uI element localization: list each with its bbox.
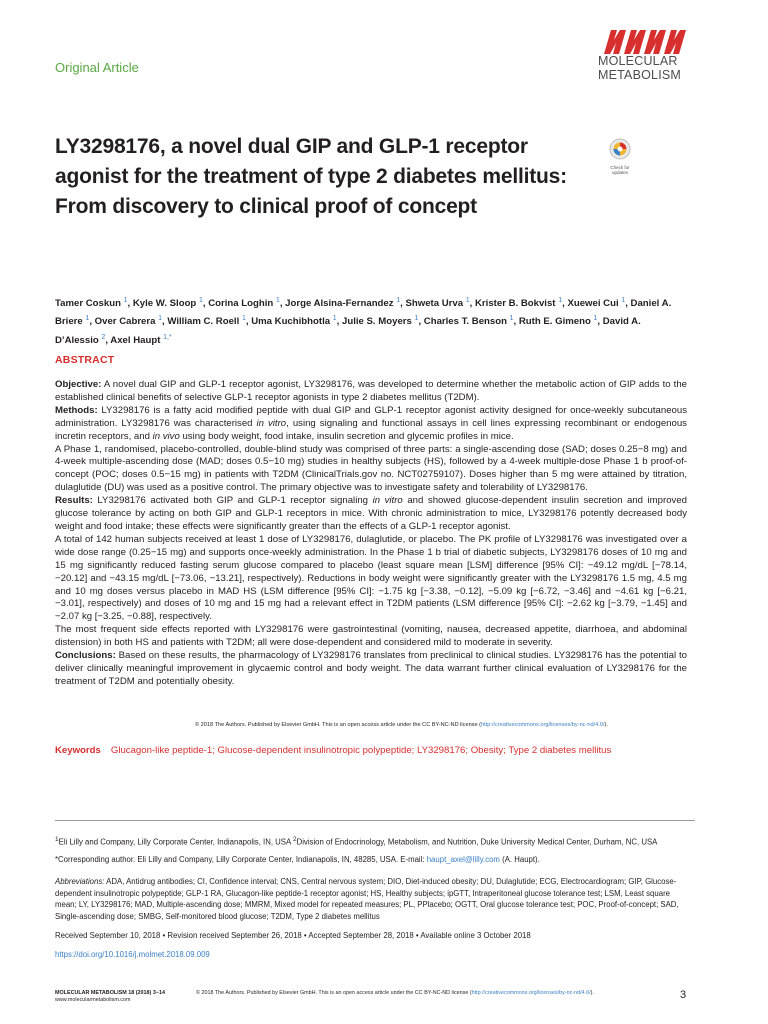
author-separator: , — [469, 298, 475, 310]
author-affiliation-sup[interactable]: 1 — [593, 315, 598, 323]
corr-end: (A. Haupt). — [499, 855, 540, 864]
footer-journal — [55, 990, 165, 1004]
author — [133, 298, 208, 309]
abstract-body — [55, 379, 687, 689]
footer-license-text: © 2018 The Authors. Published by Elsevier GmbH. This is an open access article under the CC BY-NC-ND license ( — [196, 990, 472, 996]
author — [167, 316, 251, 327]
author-separator: , — [202, 298, 209, 310]
author-separator: , — [127, 298, 133, 310]
author-affiliation-sup[interactable]: 1 — [396, 297, 401, 304]
conclusions-label: Conclusions: — [55, 650, 116, 662]
footer-license-link[interactable]: http://creativecommons.org/licenses/by-nc-nd/4.0/ — [471, 990, 591, 996]
affiliation-1: Eli Lilly and Company, Lilly Corporate Center, Indianapolis, IN, USA — [58, 837, 293, 847]
author — [95, 316, 168, 327]
affiliation-2: Division of Endocrinology, Metabolism, and Nutrition, Duke University Medical Center, Durham, NC, USA — [296, 837, 658, 847]
author-separator: , — [89, 316, 95, 328]
author-name[interactable]: Axel Haupt — [110, 334, 161, 346]
author — [55, 298, 133, 309]
footnote-divider — [55, 820, 695, 821]
results-label: Results: — [55, 495, 93, 507]
author-name[interactable]: Kyle W. Sloop — [132, 298, 197, 310]
author-separator: , — [597, 316, 603, 328]
aff-sup-1: 1 — [55, 836, 59, 843]
abbreviations — [55, 876, 687, 922]
affiliations — [55, 834, 695, 848]
author-name[interactable]: Julie S. Moyers — [342, 316, 412, 328]
author-name[interactable]: Daniel A. Briere — [55, 298, 672, 328]
author-separator: , — [105, 334, 111, 346]
journal-logo[interactable] — [598, 30, 690, 82]
author-name[interactable]: Over Cabrera — [94, 316, 156, 328]
author-name[interactable]: Krister B. Bokvist — [475, 298, 556, 310]
author-name[interactable]: Charles T. Benson — [423, 316, 507, 328]
author-separator: , — [245, 316, 252, 328]
author-name[interactable]: Ruth E. Gimeno — [518, 316, 591, 328]
license-link[interactable]: http://creativecommons.org/licenses/by-nc-nd/4.0/ — [481, 722, 605, 728]
author-affiliation-sup[interactable]: 1 — [275, 297, 280, 304]
author-name[interactable]: David A. D’Alessio — [55, 316, 641, 346]
conclusions-text: Based on these results, the pharmacology of LY3298176 translates from preclinical to clinical studies. LY3298176 has the potential to deliver clinically meaningful improvement in glycaemic control and body weight. The data warrant further clinical evaluation of LY3298176 for the treatment of T2DM and potentially obesity. — [55, 650, 687, 687]
author-affiliation-sup[interactable]: 1 — [621, 297, 626, 304]
received-dates: Received September 10, 2018 • Revision received September 26, 2018 • Accepted September 28, 2018 • Available online 3 October 2018 — [55, 931, 531, 940]
author — [251, 316, 342, 327]
author-name[interactable]: Corina Loghin — [208, 298, 274, 310]
abstract-results — [55, 495, 687, 534]
objective-label: Objective: — [55, 379, 102, 390]
footer-license — [196, 990, 594, 996]
corr-email-link[interactable]: haupt_axel@lilly.com — [426, 855, 500, 864]
author — [285, 298, 405, 309]
article-title: LY3298176, a novel dual GIP and GLP-1 receptor agonist for the treatment of type 2 diabetes mellitus: From discovery to clinical proof of concept — [55, 135, 567, 218]
check-for-updates-badge[interactable] — [604, 138, 636, 175]
author — [424, 316, 519, 327]
keywords-text: Glucagon-like peptide-1; Glucose-dependent insulinotropic polypeptide; LY3298176; Obesity; Type 2 diabetes mellitus — [110, 745, 612, 756]
objective-text: A novel dual GIP and GLP-1 receptor agonist, LY3298176, was developed to determine whether the metabolic action of GIP adds to the established clinical benefits of selective GLP-1 receptor agonists in type 2 diabetes mellitus (T2DM). — [55, 379, 687, 403]
author-affiliation-sup[interactable]: 1 — [332, 315, 337, 323]
methods-italic-1: in vitro — [256, 417, 287, 429]
footer-journal-citation: MOLECULAR METABOLISM 18 (2018) 3−14 — [55, 990, 165, 996]
methods-italic-2: in vivo — [152, 430, 180, 442]
results-italic: in vitro — [372, 495, 403, 507]
author-affiliation-sup[interactable]: 1 — [241, 315, 246, 323]
abstract-heading: ABSTRACT — [55, 354, 115, 366]
abstract-methods — [55, 405, 687, 444]
abbreviations-text: ADA, Antidrug antibodies; CI, Confidence interval; CNS, Central nervous system; DIO, Diet-induced obesity; DU, Dulaglutide; ECG, Electrocardiogram; GIP, Glucose-dependent insulinotropic polypeptide; GLP-1 RA, Glucagon-like peptide-1 receptor agonist; HS, Healthy subjects; ipGTT, Intraperitoneal glucose tolerance test; LSM, Least square mean; LY, LY3298176; MAD, Multiple-ascending dose; MMRM, Mixed model for repeated measures; PL, PPlacebo; OGTT, Oral glucose tolerance test; POC, Proof-of-concept; SAD, Single-ascending dose; SMBG, Self-monitored blood glucose; T2DM, Type 2 diabetes mellitus — [55, 877, 679, 921]
author — [110, 335, 171, 346]
check-for-updates-icon — [609, 138, 631, 160]
license-close: ). — [604, 722, 608, 728]
corresponding-author — [55, 855, 695, 864]
page-number: 3 — [680, 989, 687, 1001]
author-affiliation-sup[interactable]: 1 — [123, 297, 128, 304]
author-name[interactable]: Tamer Coskun — [55, 298, 121, 310]
methods-text-b: , using signaling and functional assays in cell lines expressing recombinant or endogenous incretin receptors, and — [55, 417, 687, 442]
author-name[interactable]: William C. Roell — [167, 316, 240, 328]
author-affiliation-sup[interactable]: 1 — [414, 315, 419, 323]
results-text-a: LY3298176 activated both GIP and GLP-1 receptor signaling — [92, 495, 373, 507]
methods-text-c: using body weight, food intake, insulin secretion and glycemic profiles in mice. — [179, 430, 514, 442]
abstract-results-3: The most frequent side effects reported with LY3298176 were gastrointestinal (vomiting, nausea, decreased appetite, diarrhoea, and abdominal distension) in both HS and patients with T2DM; all were dose-dependent and considered mild to moderate in severity. — [55, 624, 687, 649]
aff-sup-2: 2 — [292, 836, 297, 843]
corr-text: Corresponding author. Eli Lilly and Company, Lilly Corporate Center, Indianapolis, IN, 48285, USA. E-mail: — [58, 855, 427, 864]
author-separator: , — [336, 316, 342, 328]
author-name[interactable]: Xuewei Cui — [567, 298, 619, 310]
article-type-label: Original Article — [55, 60, 139, 75]
footer-site-link[interactable]: www.molecularmetabolism.com — [55, 997, 131, 1003]
author-separator: , — [562, 298, 568, 310]
author-name[interactable]: Uma Kuchibhotla — [251, 316, 331, 328]
journal-logo-mark-icon — [604, 30, 686, 54]
results-text-b: and showed glucose-dependent insulin secretion and improved glucose tolerance by acting on both GIP and GLP-1 receptors in mice. With chronic administration to mice, LY3298176 potently decreased body weight and food intake; these effects were significantly greater than the effects of a GLP-1 receptor agonist. — [55, 495, 688, 532]
logo-text-line1: MOLECULAR — [598, 54, 678, 68]
author-separator: , — [625, 298, 631, 310]
author — [567, 298, 630, 309]
author — [342, 316, 424, 327]
abstract-objective — [55, 379, 687, 405]
abstract-results-2: A total of 142 human subjects received at least 1 dose of LY3298176, dulaglutide, or placebo. The PK profile of LY3298176 was investigated over a wide dose range (0.25−15 mg) and supports once-weekly administration. In the Phase 1 b trial of diabetic subjects, LY3298176 doses of 10 mg and 15 mg significantly reduced fasting serum glucose compared to placebo (least square mean [LSM] difference [95% CI]: −49.12 mg/dL [−78.14, −20.12] and −43.15 mg/dL [−73.06, −13.21], respectively). Reductions in body weight were significantly greater with the LY3298176 1.5 mg, 4.5 mg and 10 mg doses versus placebo in MAD HS (LSM difference [95% CI]: −1.75 kg [−3.38, −0.12], −5.09 kg [−6.72, −3.46] and −4.61 kg [−6.21, −3.01], respectively) and doses of 10 mg and 15 mg had a relevant effect in T2DM patients (LSM difference [95% CI]: −2.62 kg [−3.79, −1.45] and −2.07 kg [−3.25, −0.88], respectively. — [55, 533, 687, 623]
author-separator: , — [400, 298, 406, 310]
author — [405, 298, 475, 309]
abbreviations-label: Abbreviations: — [55, 877, 105, 886]
corr-mark: * — [55, 855, 59, 864]
author-affiliation-sup[interactable]: 1 — [465, 297, 470, 304]
author-affiliation-sup[interactable]: 2 — [101, 333, 106, 341]
logo-text-line2: METABOLISM — [598, 68, 682, 82]
license-text: © 2018 The Authors. Published by Elsevier GmbH. This is an open access article under the CC BY-NC-ND license ( — [195, 722, 482, 728]
doi-link[interactable]: https://doi.org/10.1016/j.molmet.2018.09.009 — [55, 950, 210, 959]
author-affiliation-sup[interactable]: 1,* — [163, 333, 172, 341]
author-separator: , — [162, 316, 168, 328]
author-affiliation-sup[interactable]: 1 — [158, 315, 163, 323]
author-affiliation-sup[interactable]: 1 — [85, 315, 90, 323]
author-affiliation-sup[interactable]: 1 — [558, 297, 563, 304]
abstract-license — [195, 722, 608, 728]
author — [208, 298, 285, 309]
author-affiliation-sup[interactable]: 1 — [509, 315, 514, 323]
badge-text: Check for updates — [610, 165, 630, 175]
author-separator: , — [418, 316, 424, 328]
abstract-conclusions — [55, 650, 687, 689]
author — [475, 298, 567, 309]
keywords-label: Keywords — [55, 745, 101, 756]
author-name[interactable]: Jorge Alsina-Fernandez — [285, 298, 394, 310]
author-separator: , — [513, 316, 519, 328]
abstract-phase1: A Phase 1, randomised, placebo-controlled, double-blind study was comprised of three parts: a single-ascending dose (SAD; doses 0.25−8 mg) and 4-week multiple-ascending dose (MAD; doses 0.5−10 mg) studies in healthy subjects (HS), followed by a 4-week multiple-dose Phase 1 b proof-of-concept (POC; doses 0.5−15 mg) in patients with T2DM (ClinicalTrials.gov no. NCT02759107). Doses higher than 5 mg were attained by titration, dulaglutide (DU) was used as a positive control. The primary objective was to investigate safety and tolerability of LY3298176. — [55, 443, 687, 494]
methods-text-a: LY3298176 is a fatty acid modified peptide with dual GIP and GLP-1 receptor agonist activity designed for once-weekly subcutaneous administration. LY3298176 was characterised — [55, 404, 687, 429]
author-list — [55, 293, 695, 348]
author-separator: , — [279, 298, 286, 310]
author-affiliation-sup[interactable]: 1 — [198, 297, 203, 304]
footer-license-close: ). — [590, 990, 594, 996]
keywords — [55, 745, 695, 756]
author — [519, 316, 603, 327]
author-name[interactable]: Shweta Urva — [405, 298, 464, 310]
methods-label: Methods: — [55, 404, 98, 416]
